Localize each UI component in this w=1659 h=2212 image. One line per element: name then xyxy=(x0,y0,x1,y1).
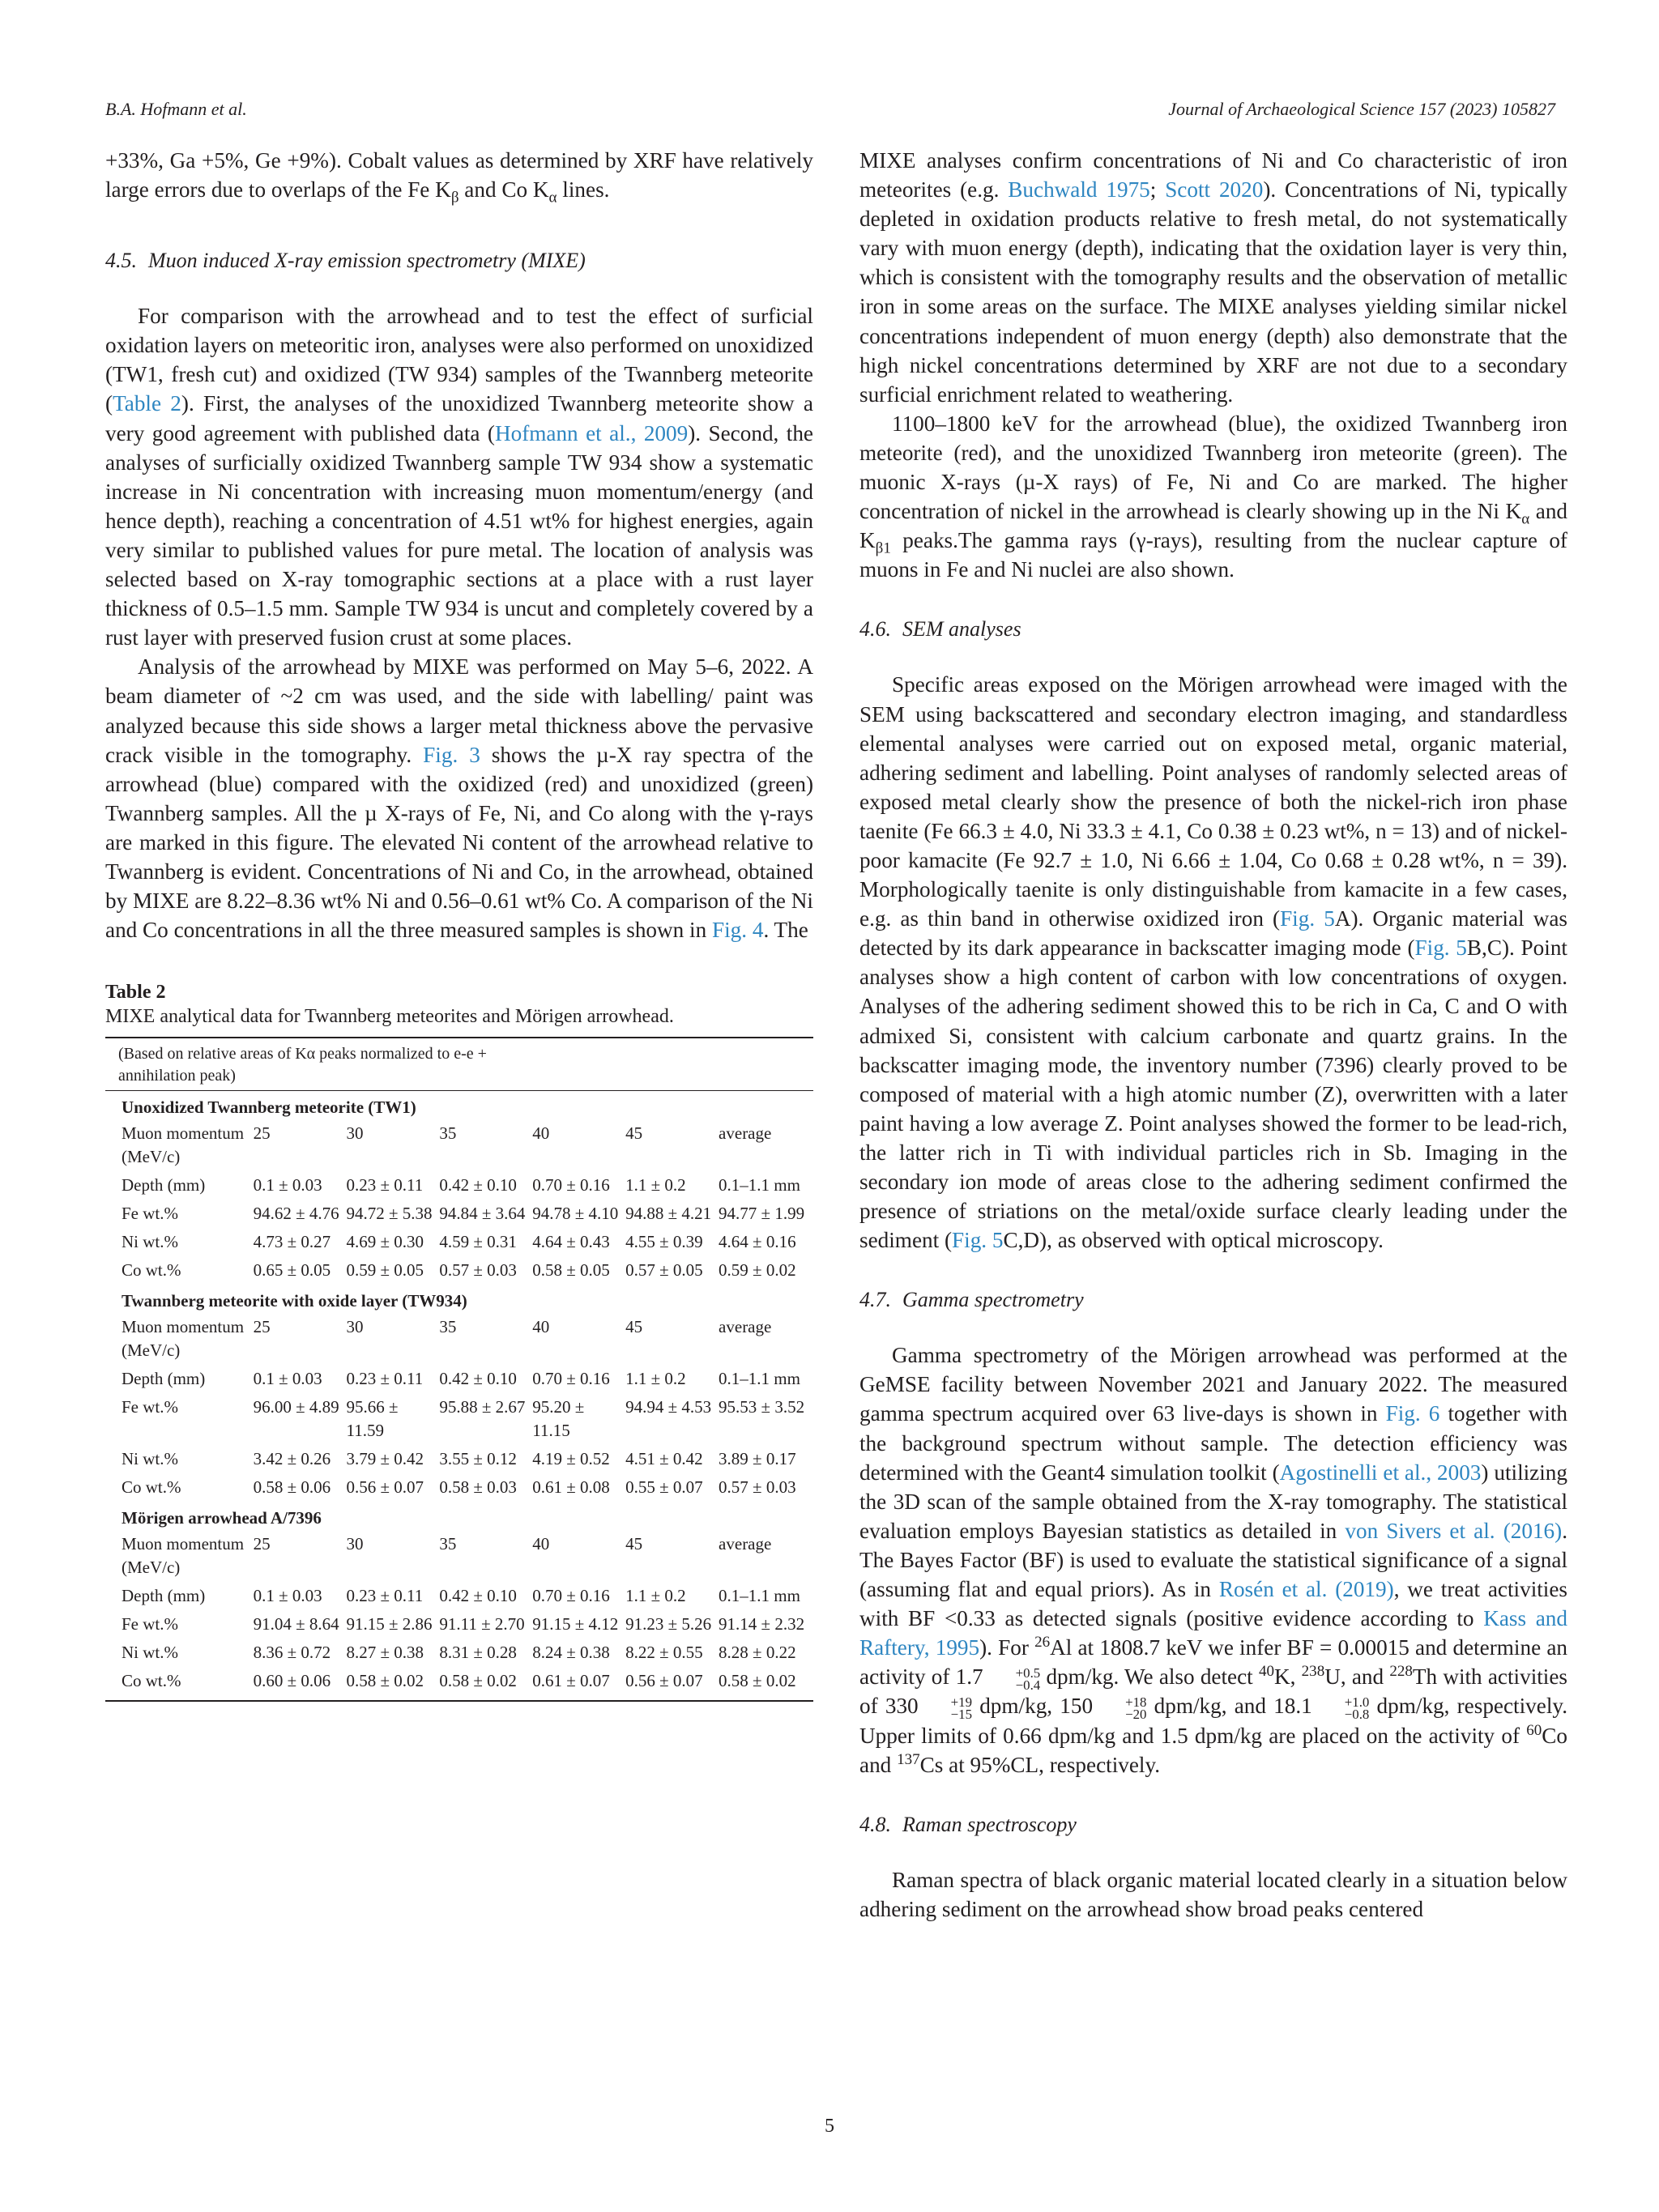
table-cell: 0.23 ± 0.11 xyxy=(346,1586,424,1606)
table-cell: 8.31 ± 0.28 xyxy=(439,1643,517,1663)
table-cell: 0.23 ± 0.11 xyxy=(346,1175,424,1196)
table-cell: 0.56 ± 0.07 xyxy=(346,1477,424,1498)
table-cell: 40 xyxy=(532,1123,550,1144)
von-sivers-2016-citation-link[interactable]: von Sivers et al. (2016) xyxy=(1345,1518,1563,1543)
row-label: Co wt.% xyxy=(122,1671,181,1691)
table-cell: 94.94 ± 4.53 xyxy=(625,1397,712,1417)
table-cell: average xyxy=(719,1534,772,1554)
table-cell: 0.1–1.1 mm xyxy=(719,1369,800,1389)
table-cell: 0.70 ± 0.16 xyxy=(532,1175,610,1196)
table-cell: 95.20 ± 11.15 xyxy=(532,1397,585,1441)
table-cell: 35 xyxy=(439,1123,457,1144)
table-cell: 3.42 ± 0.26 xyxy=(253,1449,331,1469)
table-cell: 25 xyxy=(253,1534,271,1554)
table-row xyxy=(105,1610,813,1639)
row-label: Muon momentum (MeV/c) xyxy=(122,1123,245,1167)
table-cell: 25 xyxy=(253,1317,271,1337)
table-group-header xyxy=(105,1285,813,1313)
group-title: Unoxidized Twannberg meteorite (TW1) xyxy=(122,1097,416,1118)
paragraph-gamma: Gamma spectrometry of the Mörigen arrowhead was performed at the GeMSE facility between November 2021 and January 2022. The measured gamma spectrum acquired over 63 live-days is shown in Fig. 6 together with the background spectrum without sample. The detection efficiency was determined with the Geant4 simulation toolkit (Agostinelli et al., 2003) utilizing the 3D scan of the sample obtained from the X-ray tomography. The statistical evaluation employs Bayesian statistics as detailed in von Sivers et al. (2016). The Bayes Factor (BF) is used to evaluate the statistical significance of a signal (assuming flat and equal priors). As in Rosén et al. (2019), we treat activities with BF <0.33 as detected signals (positive evidence according to Kass and Raftery, 1995). For $^{26}$Al at 1808.7 keV we infer BF = 0.00015 and determine an activity of 1.7 +0.5 −0.4 dpm/kg. We also detect $^{40}$K, $^{238}$U, and $^{228}$Th with activities of 330 +19 −15 dpm/kg, 150 +18 −20 dpm/kg, and 18.1 +1.0 −0.8 dpm/kg, respectively. Upper limits of 0.66 dpm/kg and 1.5 dpm/kg are placed on the activity of $^{60}$Co and $^{137}$Cs at 95%CL, respectively. xyxy=(859,1343,1568,1777)
row-label: Fe wt.% xyxy=(122,1614,178,1634)
paragraph-mixe-confirm: MIXE analyses confirm concentrations of Ni and Co characteristic of iron meteorites (e.g. Buchwald 1975; Scott 2020). Concentrations of Ni, typically depleted in oxidation products relative to fresh metal, do not systematically vary with muon energy (depth), indicating that the oxidation layer is very thin, which is consistent with the tomography results and the observation of metallic iron in some areas on the surface. The MIXE analyses yielding similar nickel concentrations independent of muon energy (depth) also demonstrate that the high nickel concentrations determined by XRF are not due to a secondary surficial enrichment related to weathering. xyxy=(859,148,1567,407)
table-cell: 94.88 ± 4.21 xyxy=(625,1204,712,1224)
table-cell: 96.00 ± 4.89 xyxy=(253,1397,339,1417)
paragraph-mixe-twannberg: For comparison with the arrowhead and to test the effect of surficial oxidation layers on meteoritic iron, analyses were also performed on unoxidized (TW1, fresh cut) and oxidized (TW 934) samples of the Twannberg meteorite (Table 2). First, the analyses of the unoxidized Twannberg meteorite show a very good agreement with published data (Hofmann et al., 2009). Second, the analyses of surficially oxidized Twannberg sample TW 934 show a systematic increase in Ni concentration with increasing muon momentum/energy (and hence depth), reaching a concentration of 4.51 wt% for highest energies, again very similar to published values for pure metal. The location of analysis was selected based on X-ray tomographic sections at a place with a rust layer thickness of 0.5–1.5 mm. Sample TW 934 is uncut and completely covered by a rust layer with preserved fusion crust at some places. xyxy=(105,304,813,650)
table-cell: 0.61 ± 0.07 xyxy=(532,1671,610,1691)
row-label: Co wt.% xyxy=(122,1260,181,1281)
table-cell: 30 xyxy=(346,1123,364,1144)
table-cell: 0.58 ± 0.03 xyxy=(439,1477,517,1498)
paragraph-sem: Specific areas exposed on the Mörigen arrowhead were imaged with the SEM using backscattered and secondary electron imaging, and standardless elemental analyses were carried out on exposed metal, organic material, adhering sediment and labelling. Point analyses of randomly selected areas of exposed metal clearly show the presence of both the nickel-rich iron phase taenite (Fe 66.3 ± 4.0, Ni 33.3 ± 4.1, Co 0.38 ± 0.23 wt%, n = 13) and of nickel-poor kamacite (Fe 92.7 ± 1.0, Ni 6.66 ± 1.04, Co 0.68 ± 0.28 wt%, n = 39). Morphologically taenite is only distinguishable from kamacite in a few cases, e.g. as thin band in otherwise oxidized iron (Fig. 5A). Organic material was detected by its dark appearance in backscatter imaging mode (Fig. 5B,C). Point analyses show a high content of carbon with low concentrations of oxygen. Analyses of the adhering sediment showed this to be rich in Ca, C and O with admixed Si, consistent with calcium carbonate and quartz grains. In the backscatter imaging mode, the inventory number (7396) clearly proved to be composed of material with a high atomic number (Z), overwritten with a later paint having a low average Z. Point analyses showed the former to be lead-rich, the latter rich in Ti with individual particles rich in Sb. Imaging in the secondary ion mode of areas close to the adhering sediment confirmed the presence of striations on the metal/oxide surface clearly leading under the sediment (Fig. 5C,D), as observed with optical microscopy. xyxy=(859,672,1567,1253)
paragraph-raman: Raman spectra of black organic material located clearly in a situation below adhering sediment on the arrowhead show broad peaks centered xyxy=(859,1867,1567,1921)
table-row xyxy=(105,1445,813,1473)
table-cell: 0.59 ± 0.05 xyxy=(346,1260,424,1281)
row-label: Fe wt.% xyxy=(122,1204,178,1224)
row-label: Ni wt.% xyxy=(122,1643,178,1663)
section-heading-4-8: 4.8. Raman spectroscopy xyxy=(859,1812,1077,1836)
row-label: Muon momentum (MeV/c) xyxy=(122,1317,245,1361)
table-cell: 4.69 ± 0.30 xyxy=(346,1232,424,1252)
row-label: Depth (mm) xyxy=(122,1369,206,1389)
group-title: Mörigen arrowhead A/7396 xyxy=(122,1508,322,1528)
paragraph-mixe-arrowhead: Analysis of the arrowhead by MIXE was performed on May 5–6, 2022. A beam diameter of ~2 cm was used, and the side with labelling/ paint was analyzed because this side shows a larger metal thickness above the pervasive crack visible in the tomography. Fig. 3 shows the µ-X ray spectra of the arrowhead (blue) compared with the oxidized (red) and unoxidized (green) Twannberg samples. All the µ X-rays of Fe, Ni, and Co along with the γ-rays are marked in this figure. The elevated Ni content of the arrowhead relative to Twannberg is evident. Concentrations of Ni and Co, in the arrowhead, obtained by MIXE are 8.22–8.36 wt% Ni and 0.56–0.61 wt% Co. A comparison of the Ni and Co concentrations in all the three measured samples is shown in Fig. 4. The xyxy=(105,654,814,943)
table-cell: 94.84 ± 3.64 xyxy=(439,1204,526,1224)
table-cell: 94.62 ± 4.76 xyxy=(253,1204,339,1224)
table-cell: 8.24 ± 0.38 xyxy=(532,1643,610,1663)
row-label: Depth (mm) xyxy=(122,1586,206,1606)
group-title: Twannberg meteorite with oxide layer (TW934) xyxy=(122,1291,467,1311)
row-label: Depth (mm) xyxy=(122,1175,206,1196)
table-row xyxy=(105,1582,813,1610)
table-cell: 8.28 ± 0.22 xyxy=(719,1643,796,1663)
table-cell: 0.1 ± 0.03 xyxy=(253,1369,322,1389)
table-cell: 0.57 ± 0.03 xyxy=(439,1260,517,1281)
table-cell: 91.15 ± 4.12 xyxy=(532,1614,619,1634)
fig-5-link-b[interactable]: Fig. 5 xyxy=(1414,936,1467,961)
right-column xyxy=(859,146,1567,1924)
table-cell: 91.04 ± 8.64 xyxy=(253,1614,339,1634)
running-head-authors: B.A. Hofmann et al. xyxy=(105,99,247,119)
table-cell: 4.19 ± 0.52 xyxy=(532,1449,610,1469)
mixe-data-table xyxy=(105,1091,813,1695)
paragraph-spectra-description: 1100–1800 keV for the arrowhead (blue), the oxidized Twannberg iron meteorite (red), and the unoxidized Twannberg iron meteorite (green). The muonic X-rays (µ-X rays) of Fe, Ni and Co are marked. The higher concentration of nickel in the arrowhead is clearly showing up in the Ni $K_\alpha$ and $K_{\beta 1}$ peaks.The gamma rays (γ-rays), resulting from the nuclear capture of muons in Fe and Ni nuclei are also shown. xyxy=(859,411,1568,582)
table-cell: 0.65 ± 0.05 xyxy=(253,1260,331,1281)
table-cell: 95.66 ± 11.59 xyxy=(346,1397,399,1441)
row-label: Ni wt.% xyxy=(122,1449,178,1469)
table-cell: 0.42 ± 0.10 xyxy=(439,1369,517,1389)
table-cell: 4.51 ± 0.42 xyxy=(625,1449,703,1469)
table-row xyxy=(105,1667,813,1695)
table-cell: 0.1–1.1 mm xyxy=(719,1175,800,1196)
table-cell: 94.72 ± 5.38 xyxy=(346,1204,433,1224)
table-cell: 94.78 ± 4.10 xyxy=(532,1204,619,1224)
fig-5-link-a[interactable]: Fig. 5 xyxy=(1280,906,1335,931)
table-row xyxy=(105,1473,813,1502)
table-row xyxy=(105,1171,813,1200)
table-row xyxy=(105,1639,813,1667)
table-caption: MIXE analytical data for Twannberg meteorites and Mörigen arrowhead. xyxy=(105,1006,674,1028)
table-cell: 35 xyxy=(439,1317,457,1337)
table-cell: 45 xyxy=(625,1317,643,1337)
table-row xyxy=(105,1313,813,1365)
table-cell: 91.14 ± 2.32 xyxy=(719,1614,805,1634)
table-row xyxy=(105,1393,813,1445)
fig-3-link[interactable]: Fig. 3 xyxy=(423,742,480,767)
table-cell: average xyxy=(719,1317,772,1337)
table-row xyxy=(105,1365,813,1393)
table-row xyxy=(105,1256,813,1285)
rosen-2019-citation-link[interactable]: Rosén et al. (2019) xyxy=(1218,1577,1394,1602)
running-head-journal: Journal of Archaeological Science 157 (2023) 105827 xyxy=(1168,99,1555,119)
table-cell: 45 xyxy=(625,1534,643,1554)
paragraph-xrf-continuation: +33%, Ga +5%, Ge +9%). Cobalt values as determined by XRF have relatively large errors due to overlaps of the Fe $K_\beta$ and Co $K_\alpha$ lines. xyxy=(105,148,813,207)
table-cell: 4.73 ± 0.27 xyxy=(253,1232,331,1252)
table-row xyxy=(105,1530,813,1582)
fig-6-link[interactable]: Fig. 6 xyxy=(1385,1401,1440,1426)
table-cell: 1.1 ± 0.2 xyxy=(625,1369,686,1389)
row-label: Muon momentum (MeV/c) xyxy=(122,1534,245,1578)
table-cell: 3.55 ± 0.12 xyxy=(439,1449,517,1469)
row-label: Fe wt.% xyxy=(122,1397,178,1417)
table-cell: 95.88 ± 2.67 xyxy=(439,1397,526,1417)
table-cell: 30 xyxy=(346,1534,364,1554)
table-cell: 0.1 ± 0.03 xyxy=(253,1175,322,1196)
table-cell: 4.59 ± 0.31 xyxy=(439,1232,517,1252)
fig-4-link[interactable]: Fig. 4 xyxy=(711,918,764,943)
table-cell: 3.89 ± 0.17 xyxy=(719,1449,796,1469)
table-cell: 8.22 ± 0.55 xyxy=(625,1643,703,1663)
table-cell: 0.58 ± 0.02 xyxy=(346,1671,424,1691)
table-cell: 4.55 ± 0.39 xyxy=(625,1232,703,1252)
fig-5-link-c[interactable]: Fig. 5 xyxy=(952,1228,1004,1253)
table-cell: 94.77 ± 1.99 xyxy=(719,1204,805,1224)
table-cell: 1.1 ± 0.2 xyxy=(625,1586,686,1606)
section-heading-4-5: 4.5. Muon induced X-ray emission spectrometry (MIXE) xyxy=(105,249,586,273)
row-label: Ni wt.% xyxy=(122,1232,178,1252)
table-cell: 4.64 ± 0.16 xyxy=(719,1232,796,1252)
table-cell: 3.79 ± 0.42 xyxy=(346,1449,424,1469)
table-cell: 0.23 ± 0.11 xyxy=(346,1369,424,1389)
section-heading-4-7: 4.7. Gamma spectrometry xyxy=(859,1288,1084,1312)
table-row xyxy=(105,1200,813,1228)
table-cell: 0.58 ± 0.02 xyxy=(439,1671,517,1691)
table-row xyxy=(105,1228,813,1256)
table-cell: 40 xyxy=(532,1317,550,1337)
table-cell: 0.42 ± 0.10 xyxy=(439,1175,517,1196)
table-note: (Based on relative areas of Kα peaks normalized to e-e + annihilation peak) xyxy=(118,1045,487,1085)
table-cell: 45 xyxy=(625,1123,643,1144)
section-heading-4-6: 4.6. SEM analyses xyxy=(859,617,1021,641)
hofmann-2009-citation-link[interactable]: Hofmann et al., 2009 xyxy=(494,420,689,445)
table-cell: 4.64 ± 0.43 xyxy=(532,1232,610,1252)
table-cell: 35 xyxy=(439,1534,457,1554)
table-cell: 0.55 ± 0.07 xyxy=(625,1477,703,1498)
table-cell: 0.58 ± 0.02 xyxy=(719,1671,796,1691)
table-cell: 0.59 ± 0.02 xyxy=(719,1260,796,1281)
table-cell: 0.61 ± 0.08 xyxy=(532,1477,610,1498)
table-cell: 0.58 ± 0.06 xyxy=(253,1477,331,1498)
scott-2020-citation-link[interactable]: Scott 2020 xyxy=(1165,177,1264,202)
agostinelli-2003-citation-link[interactable]: Agostinelli et al., 2003 xyxy=(1279,1460,1482,1485)
table-cell: 8.36 ± 0.72 xyxy=(253,1643,331,1663)
table-cell: 25 xyxy=(253,1123,271,1144)
table-cell: 0.57 ± 0.03 xyxy=(719,1477,796,1498)
table-cell: 0.1–1.1 mm xyxy=(719,1586,800,1606)
table-cell: 91.11 ± 2.70 xyxy=(439,1614,525,1634)
table-2 xyxy=(105,980,813,1702)
table-cell: 0.58 ± 0.05 xyxy=(532,1260,610,1281)
table-cell: 1.1 ± 0.2 xyxy=(625,1175,686,1196)
table-row xyxy=(105,1119,813,1171)
table-cell: 0.70 ± 0.16 xyxy=(532,1586,610,1606)
left-column xyxy=(105,146,813,1702)
page-number: 5 xyxy=(825,2116,834,2137)
table-cell: 0.56 ± 0.07 xyxy=(625,1671,703,1691)
table-cell: 91.15 ± 2.86 xyxy=(346,1614,433,1634)
table-cell: 0.42 ± 0.10 xyxy=(439,1586,517,1606)
table-cell: 0.60 ± 0.06 xyxy=(253,1671,331,1691)
row-label: Co wt.% xyxy=(122,1477,181,1498)
table-cell: 0.70 ± 0.16 xyxy=(532,1369,610,1389)
table-cell: 0.1 ± 0.03 xyxy=(253,1586,322,1606)
table-label: Table 2 xyxy=(105,982,166,1004)
table-cell: 8.27 ± 0.38 xyxy=(346,1643,424,1663)
table-cell: 91.23 ± 5.26 xyxy=(625,1614,712,1634)
table-group-header xyxy=(105,1091,813,1119)
kass-raftery-1995-citation-link[interactable]: Kass and Raftery, 1995 xyxy=(859,1606,1567,1660)
table-cell: 30 xyxy=(346,1317,364,1337)
buchwald-1975-citation-link[interactable]: Buchwald 1975 xyxy=(1008,177,1150,202)
table-cell: 95.53 ± 3.52 xyxy=(719,1397,805,1417)
table-cell: average xyxy=(719,1123,772,1144)
table-2-link[interactable]: Table 2 xyxy=(113,391,181,416)
table-group-header xyxy=(105,1502,813,1530)
table-cell: 40 xyxy=(532,1534,550,1554)
table-cell: 0.57 ± 0.05 xyxy=(625,1260,703,1281)
